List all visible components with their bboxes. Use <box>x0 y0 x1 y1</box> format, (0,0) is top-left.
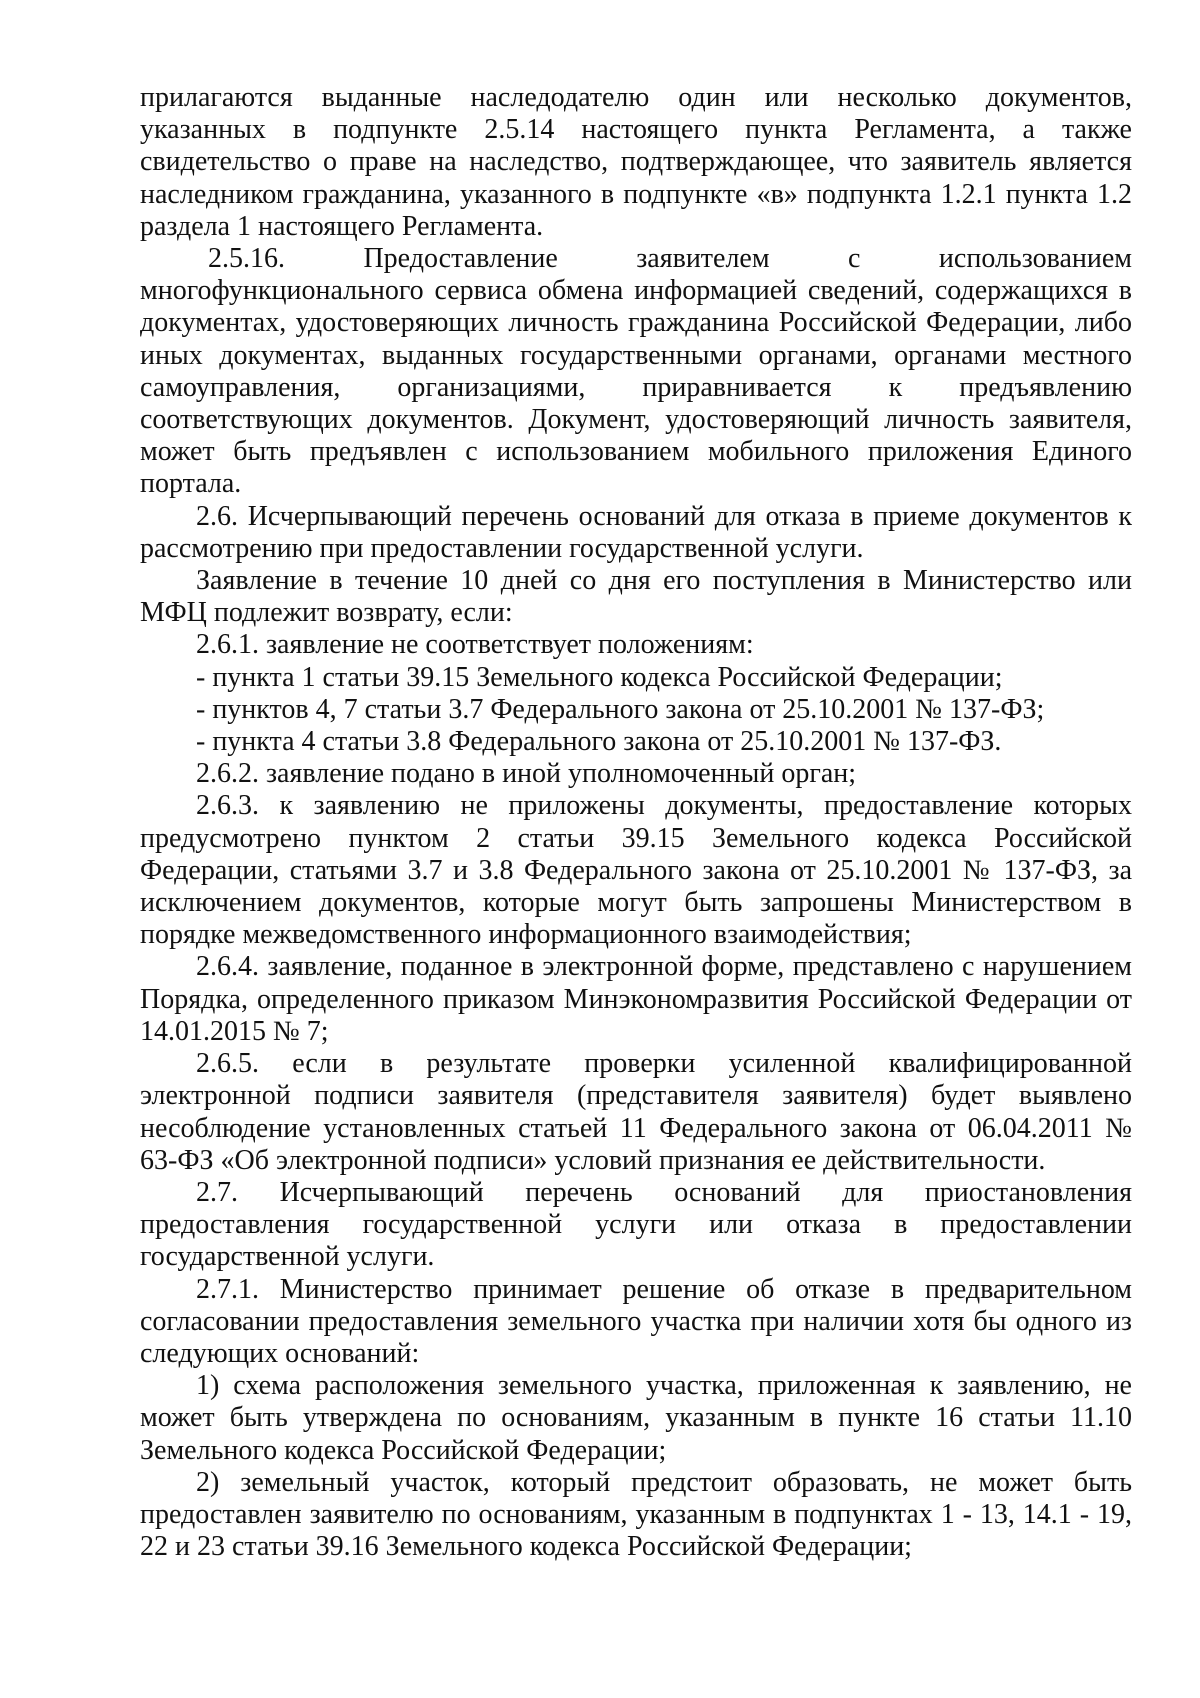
list-item-3-8: - пункта 4 статьи 3.8 Федерального закона от 25.10.2001 № 137-ФЗ. <box>196 726 1002 758</box>
list-item-2: 2) земельный участок, который предстоит образовать, не может быть предоставлен заявителю по основаниям, указанным в подпунктах 1 - 13, 14.1 - 19, 22 и 23 статьи 39.16 Земельного кодекса Российской Федерации; <box>140 1466 1132 1563</box>
list-item-1: 1) схема расположения земельного участка, приложенная к заявлению, не может быть утверждена по основаниям, указанным в пункте 16 статьи 11.10 Земельного кодекса Российской Федерации; <box>140 1370 1132 1466</box>
paragraph-2-6-4: 2.6.4. заявление, поданное в электронной форме, представлено с нарушением Порядка, определенного приказом Минэкономразвития Российской Федерации от 14.01.2015 № 7; <box>140 951 1132 1047</box>
paragraph-2-6-1: 2.6.1. заявление не соответствует положениям: <box>196 629 754 661</box>
document-page <box>140 82 1132 1563</box>
paragraph-2-6-5: 2.6.5. если в результате проверки усиленной квалифицированной электронной подписи заявителя (представителя заявителя) будет выявлено несоблюдение установленных статьей 11 Федерального закона от 06.04.2011 № 63-ФЗ «Об электронной подписи» условий признания ее действительности. <box>140 1048 1132 1176</box>
paragraph-2-5-15-continuation: прилагаются выданные наследодателю один или несколько документов, указанных в подпункте 2.5.14 настоящего пункта Регламента, а также свидетельство о праве на наследство, подтверждающее, что заявитель является наследником гражданина, указанного в подпункте «в» подпункта 1.2.1 пункта 1.2 раздела 1 настоящего Регламента. <box>140 82 1132 242</box>
paragraph-return-conditions: Заявление в течение 10 дней со дня его поступления в Министерство или МФЦ подлежит возврату, если: <box>140 565 1132 629</box>
list-item-3-7: - пунктов 4, 7 статьи 3.7 Федерального закона от 25.10.2001 № 137-ФЗ; <box>196 693 1045 725</box>
paragraph-2-5-16: 2.5.16. Предоставление заявителем с использованием многофункционального сервиса обмена информацией сведений, содержащихся в документах, удостоверяющих личность гражданина Российской Федерации, либо иных документах, выданных государственными органами, органами местного самоуправления, организациями, приравнивается к предъявлению соответствующих документов. Документ, удостоверяющий личность заявителя, может быть предъявлен с использованием мобильного приложения Единого портала. <box>140 243 1132 500</box>
paragraph-2-6: 2.6. Исчерпывающий перечень оснований для отказа в приеме документов к рассмотрению при предоставлении государственной услуги. <box>140 500 1132 564</box>
paragraph-2-7-1: 2.7.1. Министерство принимает решение об отказе в предварительном согласовании предоставления земельного участка при наличии хотя бы одного из следующих оснований: <box>140 1273 1132 1369</box>
paragraph-2-6-2: 2.6.2. заявление подано в иной уполномоченный орган; <box>196 758 857 790</box>
list-item-39-15: - пункта 1 статьи 39.15 Земельного кодекса Российской Федерации; <box>196 661 1003 693</box>
paragraph-2-6-3: 2.6.3. к заявлению не приложены документы, предоставление которых предусмотрено пунктом 2 статьи 39.15 Земельного кодекса Российской Федерации, статьями 3.7 и 3.8 Федерального закона от 25.10.2001 № 137-ФЗ, за исключением документов, которые могут быть запрошены Министерством в порядке межведомственного информационного взаимодействия; <box>140 790 1132 951</box>
paragraph-2-7: 2.7. Исчерпывающий перечень оснований для приостановления предоставления государственной услуги или отказа в предоставлении государственной услуги. <box>140 1176 1132 1273</box>
